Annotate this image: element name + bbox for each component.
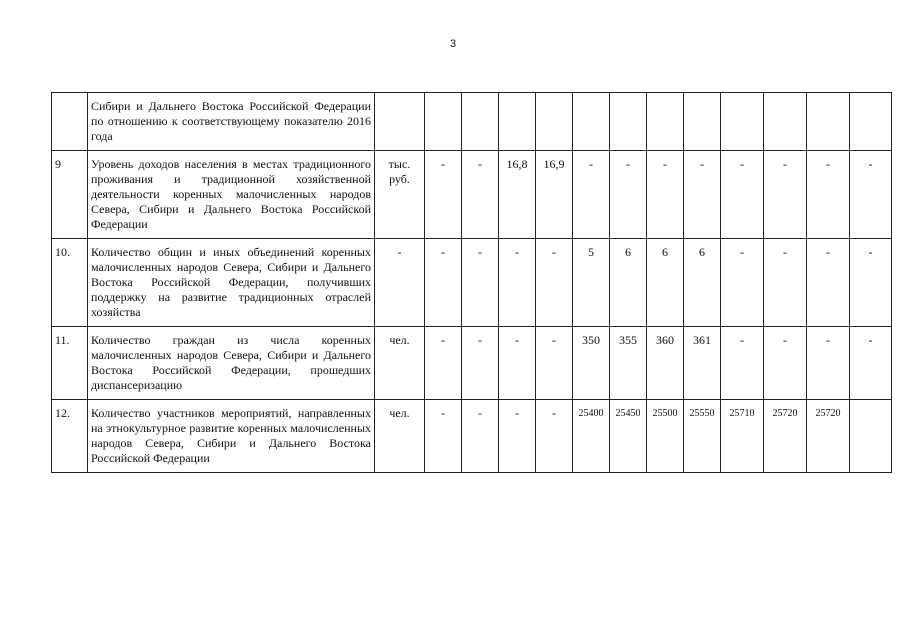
value-cell: - xyxy=(850,151,892,239)
value-cell: 25720 xyxy=(807,400,850,473)
row-number: 12. xyxy=(52,400,88,473)
value-cell: - xyxy=(499,239,536,327)
row-number: 11. xyxy=(52,327,88,400)
value-cell: - xyxy=(573,151,610,239)
value-cell: - xyxy=(499,400,536,473)
indicator-name: Уровень доходов населения в местах традиционного проживания и традиционной хозяйственной деятельности коренных малочисленных народов Севера, Сибири и Дальнего Востока Российской Федерации xyxy=(88,151,375,239)
value-cell xyxy=(647,93,684,151)
value-cell: - xyxy=(764,239,807,327)
value-cell xyxy=(536,93,573,151)
value-cell: - xyxy=(425,239,462,327)
unit-cell xyxy=(375,93,425,151)
value-cell: - xyxy=(764,151,807,239)
value-cell: - xyxy=(721,239,764,327)
value-cell: 25550 xyxy=(684,400,721,473)
row-number: 9 xyxy=(52,151,88,239)
value-cell: - xyxy=(850,327,892,400)
table-row xyxy=(52,93,892,151)
indicator-name: Количество общин и иных объединений коренных малочисленных народов Севера, Сибири и Дальнего Востока Российской Федерации, получивших поддержку на развитие традиционных отраслей хозяйства xyxy=(88,239,375,327)
value-cell: 350 xyxy=(573,327,610,400)
unit-cell: чел. xyxy=(375,400,425,473)
value-cell xyxy=(610,93,647,151)
row-number xyxy=(52,93,88,151)
value-cell: - xyxy=(499,327,536,400)
row-number: 10. xyxy=(52,239,88,327)
value-cell: - xyxy=(425,327,462,400)
value-cell: 361 xyxy=(684,327,721,400)
value-cell: - xyxy=(807,327,850,400)
unit-cell: тыс. руб. xyxy=(375,151,425,239)
value-cell: - xyxy=(462,239,499,327)
table-row xyxy=(52,239,892,327)
value-cell: 25450 xyxy=(610,400,647,473)
value-cell: - xyxy=(425,151,462,239)
page-number: 3 xyxy=(449,38,457,50)
value-cell xyxy=(499,93,536,151)
value-cell xyxy=(684,93,721,151)
value-cell: 6 xyxy=(684,239,721,327)
value-cell: - xyxy=(462,400,499,473)
value-cell: - xyxy=(721,151,764,239)
value-cell: - xyxy=(462,151,499,239)
table-row xyxy=(52,327,892,400)
value-cell: 6 xyxy=(647,239,684,327)
value-cell: 16,9 xyxy=(536,151,573,239)
value-cell xyxy=(807,93,850,151)
value-cell: - xyxy=(647,151,684,239)
value-cell: - xyxy=(536,239,573,327)
value-cell xyxy=(764,93,807,151)
unit-cell: - xyxy=(375,239,425,327)
unit-cell: чел. xyxy=(375,327,425,400)
value-cell: - xyxy=(850,239,892,327)
value-cell: - xyxy=(425,400,462,473)
value-cell: - xyxy=(764,327,807,400)
value-cell: 5 xyxy=(573,239,610,327)
value-cell: 25720 xyxy=(764,400,807,473)
indicator-name: Количество участников мероприятий, направленных на этнокультурное развитие коренных малочисленных народов Севера, Сибири и Дальнего Востока Российской Федерации xyxy=(88,400,375,473)
value-cell: - xyxy=(462,327,499,400)
table-row xyxy=(52,151,892,239)
value-cell xyxy=(462,93,499,151)
value-cell: - xyxy=(610,151,647,239)
indicator-name: Сибири и Дальнего Востока Российской Федерации по отношению к соответствующему показателю 2016 года xyxy=(88,93,375,151)
value-cell: - xyxy=(536,400,573,473)
table-row xyxy=(52,400,892,473)
value-cell: - xyxy=(807,151,850,239)
value-cell: 6 xyxy=(610,239,647,327)
value-cell xyxy=(721,93,764,151)
value-cell: 360 xyxy=(647,327,684,400)
value-cell: 25500 xyxy=(647,400,684,473)
value-cell xyxy=(850,400,892,473)
value-cell: 16,8 xyxy=(499,151,536,239)
value-cell xyxy=(425,93,462,151)
value-cell: 25400 xyxy=(573,400,610,473)
value-cell: 355 xyxy=(610,327,647,400)
indicators-table xyxy=(51,92,892,473)
value-cell xyxy=(850,93,892,151)
value-cell: - xyxy=(684,151,721,239)
value-cell: - xyxy=(807,239,850,327)
value-cell xyxy=(573,93,610,151)
value-cell: - xyxy=(536,327,573,400)
value-cell: - xyxy=(721,327,764,400)
indicator-name: Количество граждан из числа коренных малочисленных народов Севера, Сибири и Дальнего Востока Российской Федерации, прошедших диспансеризацию xyxy=(88,327,375,400)
value-cell: 25710 xyxy=(721,400,764,473)
